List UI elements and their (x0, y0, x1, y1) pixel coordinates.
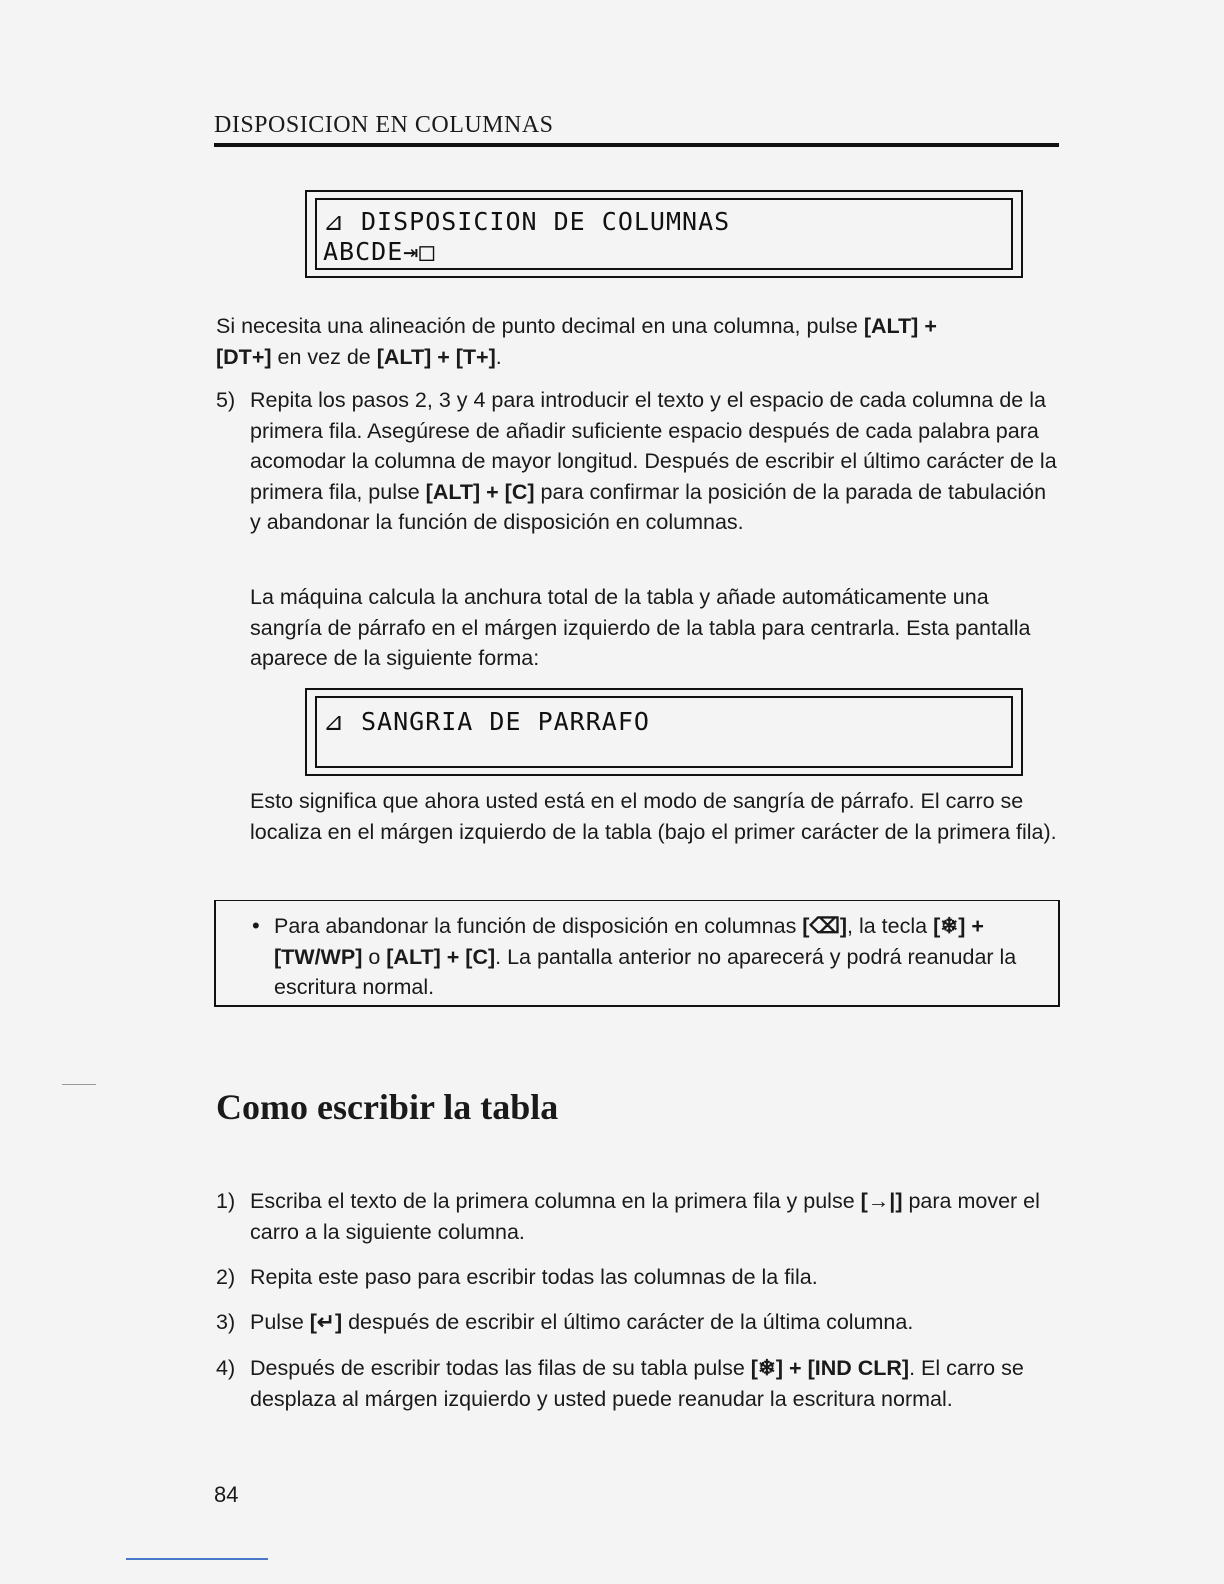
lcd-display-frame (315, 198, 1013, 270)
note-body-3: o (362, 944, 387, 969)
step-5-text (250, 385, 1058, 538)
key-delete: [⌫] (802, 914, 848, 938)
key-alt: [ALT] + (863, 314, 937, 338)
lcd-display-columns (305, 190, 1023, 278)
step-2-text (250, 1262, 1058, 1293)
intro-text-3: . (495, 344, 502, 369)
step-4-text (250, 1353, 1058, 1414)
step-2-body: Repita este paso para escribir todas las columnas de la fila. (250, 1265, 818, 1289)
step-5-body: Repita los pasos 2, 3 y 4 para introducir el texto y el espacio de cada columna de la primera fila. Asegúrese de añadir suficiente espacio después de cada palabra para acomodar la columna de mayor longitud. Después de escribir el último carácter de la primera fila, pulse (250, 388, 1057, 504)
key-code-twwp: [❄] + [TW/WP] (274, 914, 984, 969)
key-alt-c: [ALT] + [C] (425, 479, 535, 504)
bullet: • (252, 913, 260, 938)
lcd-display-indent (305, 688, 1023, 776)
step-4-body: Después de escribir todas las filas de su tabla pulse (250, 1356, 751, 1380)
step-number: 1) (216, 1189, 236, 1213)
key-dt: [DT+] (216, 344, 272, 369)
lcd-line-1: ⊿ SANGRIA DE PARRAFO (323, 707, 650, 736)
bottom-rule (126, 1558, 268, 1560)
meaning-paragraph: Esto significa que ahora usted está en el modo de sangría de párrafo. El carro se localiza en el márgen izquierdo de la tabla (bajo el primer carácter de la primera fila). (250, 789, 1057, 844)
key-return: [↵] (309, 1310, 343, 1334)
intro-text-2: en vez de (271, 344, 377, 369)
step-number: 4) (216, 1356, 236, 1380)
lcd-line-2: ABCDE⇥□ (323, 237, 436, 266)
step-number: 3) (216, 1310, 236, 1334)
calc-paragraph: La máquina calcula la anchura total de la tabla y añade automáticamente una sangría de párrafo en el márgen izquierdo de la tabla para centrarla. Esta pantalla aparece de la siguiente forma: (250, 585, 1031, 670)
section-title: Como escribir la tabla (216, 1087, 559, 1127)
step-1-text (250, 1186, 1058, 1247)
key-alt-c: [ALT] + [C] (386, 944, 496, 969)
note-text (274, 911, 1034, 1003)
note-box (214, 900, 1060, 1007)
step-number: 5) (216, 388, 236, 412)
key-code-indclr: [❄] + [IND CLR] (750, 1356, 910, 1380)
step-3-text (250, 1307, 1058, 1338)
note-body-4: . La pantalla anterior no aparecerá y podrá reanudar la escritura normal. (274, 944, 1017, 999)
running-header: DISPOSICION EN COLUMNAS (214, 112, 554, 138)
note-body: Para abandonar la función de disposición en columnas (274, 914, 803, 938)
step-3-body-2: después de escribir el último carácter de la última columna. (342, 1310, 914, 1334)
intro-text: Si necesita una alineación de punto decimal en una columna, pulse (216, 314, 864, 338)
step-number: 2) (216, 1265, 236, 1289)
intro-paragraph (216, 311, 1058, 372)
header-rule (214, 143, 1059, 147)
step-3-body: Pulse (250, 1310, 310, 1334)
note-body-2: , la tecla (847, 914, 934, 938)
key-tab: [→|] (860, 1189, 903, 1213)
lcd-display-frame (315, 696, 1013, 768)
margin-mark (62, 1084, 96, 1085)
page-number: 84 (214, 1482, 239, 1507)
step-5-body-2: para confirmar la posición de la parada de tabulación y abandonar la función de disposición en columnas. (250, 479, 1047, 534)
step-4-body-2: . El carro se desplaza al márgen izquierdo y usted puede reanudar la escritura normal. (250, 1356, 1024, 1411)
key-alt-t: [ALT] + [T+] (376, 344, 496, 369)
lcd-line-1: ⊿ DISPOSICION DE COLUMNAS (323, 207, 731, 236)
step-1-body-2: para mover el carro a la siguiente columna. (250, 1189, 1040, 1244)
step-1-body: Escriba el texto de la primera columna en la primera fila y pulse (250, 1189, 861, 1213)
